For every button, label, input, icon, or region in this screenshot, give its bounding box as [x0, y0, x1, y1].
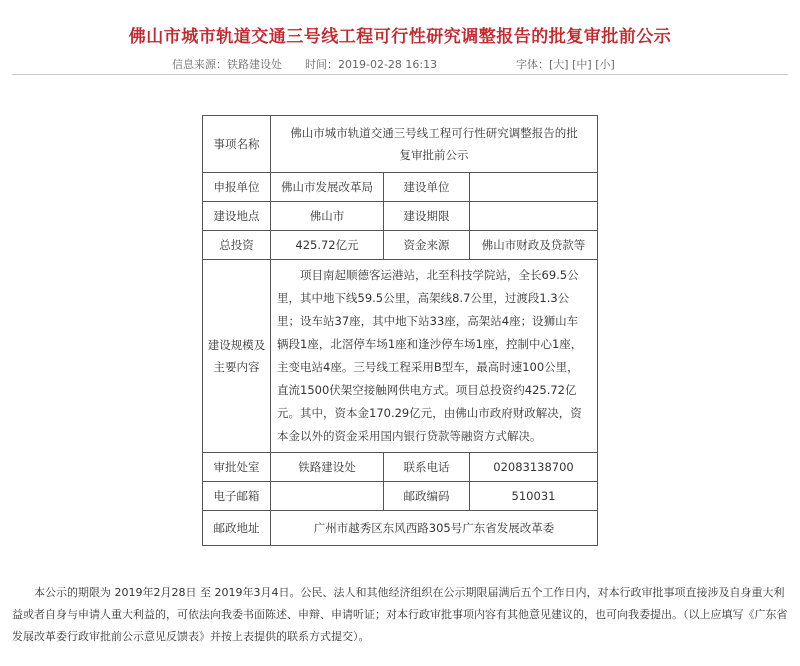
approval-office-value: 铁路建设处 — [271, 453, 384, 482]
item-name-label: 事项名称 — [203, 116, 271, 173]
phone-value: 02083138700 — [470, 453, 598, 482]
info-source-value: 铁路建设处 — [227, 58, 282, 71]
publicity-notice — [12, 582, 788, 648]
period-value — [470, 202, 598, 231]
publish-time — [305, 56, 437, 72]
postcode-value: 510031 — [470, 482, 598, 511]
form-row-location — [203, 202, 598, 231]
font-large-link[interactable]: [大] — [549, 58, 569, 71]
font-small-link[interactable]: [小] — [595, 58, 615, 71]
header-divider — [12, 74, 788, 75]
font-size-label: 字体： — [516, 58, 549, 71]
address-value: 广州市越秀区东风西路305号广东省发展改革委 — [271, 511, 598, 546]
info-source — [172, 56, 282, 72]
notice-text: 本公示的期限为 2019年2月28日 至 2019年3月4日。公民、法人和其他经济组织在公示期限届满后五个工作日内，对本行政审批事项直接涉及自身重大利益或者自身与申请人重大利益的，可依法向我委书面陈述、申辩、申请听证；对本行政审批事项内容有其他意见建议的，也可向我委提出。（以上应填写《广东省发展改革委行政审批前公示意见反馈表》并按上表提供的联系方式提交）。 — [12, 586, 788, 643]
scale-content-cell — [271, 260, 598, 453]
applicant-value: 佛山市发展改革局 — [271, 173, 384, 202]
address-label: 邮政地址 — [203, 511, 271, 546]
form-row-scale — [203, 260, 598, 453]
form-row-item-name — [203, 116, 598, 173]
scale-content: 项目南起顺德客运港站，北至科技学院站，全长69.5公里，其中地下线59.5公里，高架线8.7公里，过渡段1.3公里；设车站37座，其中地下站33座，高架站4座；设狮山车辆段1座，北滘停车场1座和逢沙停车场1座，控制中心1座，主变电站4座。三号线工程采用B型车，最高时速100公里，直流1500伏架空接触网供电方式。项目总投资约425.72亿元。其中，资本金170.29亿元，由佛山市政府财政解决，资本金以外的资金采用国内银行贷款等融资方式解决。 — [277, 268, 583, 443]
approval-office-label: 审批处室 — [203, 453, 271, 482]
form-row-applicant — [203, 173, 598, 202]
form-row-address — [203, 511, 598, 546]
period-label: 建设期限 — [384, 202, 470, 231]
location-value: 佛山市 — [271, 202, 384, 231]
form-row-email — [203, 482, 598, 511]
location-label: 建设地点 — [203, 202, 271, 231]
investment-value: 425.72亿元 — [271, 231, 384, 260]
publish-time-value: 2019-02-28 16:13 — [338, 58, 438, 71]
phone-label: 联系电话 — [384, 453, 470, 482]
article-meta — [0, 56, 800, 72]
item-name-value: 佛山市城市轨道交通三号线工程可行性研究调整报告的批复审批前公示 — [271, 116, 598, 173]
publicity-form-table — [202, 115, 598, 546]
applicant-label: 申报单位 — [203, 173, 271, 202]
email-value — [271, 482, 384, 511]
form-row-investment — [203, 231, 598, 260]
builder-label: 建设单位 — [384, 173, 470, 202]
scale-label: 建设规模及主要内容 — [203, 260, 271, 453]
info-source-label: 信息来源： — [172, 58, 227, 71]
fund-source-value: 佛山市财政及贷款等 — [470, 231, 598, 260]
fund-source-label: 资金来源 — [384, 231, 470, 260]
font-size-control — [516, 56, 615, 72]
postcode-label: 邮政编码 — [384, 482, 470, 511]
form-row-approval — [203, 453, 598, 482]
publish-time-label: 时间： — [305, 58, 338, 71]
page-title: 佛山市城市轨道交通三号线工程可行性研究调整报告的批复审批前公示 — [128, 27, 672, 47]
investment-label: 总投资 — [203, 231, 271, 260]
builder-value — [470, 173, 598, 202]
email-label: 电子邮箱 — [203, 482, 271, 511]
font-medium-link[interactable]: [中] — [572, 58, 592, 71]
